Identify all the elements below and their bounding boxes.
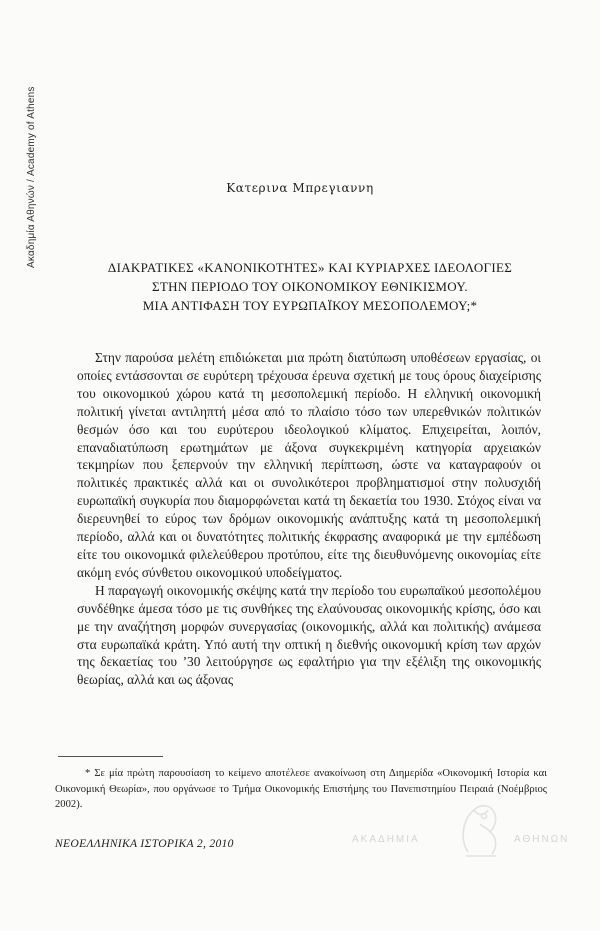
article-body [77, 349, 541, 689]
title-line: ΣΤΗΝ ΠΕΡΙΟΔΟ ΤΟΥ ΟΙΚΟΝΟΜΙΚΟΥ ΕΘΝΙΚΙΣΜΟΥ. [152, 279, 468, 294]
body-paragraph: Η παραγωγή οικονομικής σκέψης κατά την περίοδο του ευρωπαϊκού μεσοπολέμου συνδέθηκε άμεσα τόσο με τις συνθήκες της ελαύνουσας οικονομικής κρίσης, όσο και με την αναζήτηση μορφών συνεργασίας (οικονομικής, αλλά και πολιτικής) ανάμεσα στα ευρωπαϊκά κράτη. Υπό αυτή την οπτική η διεθνής οικονομική κρίση των αρχών της δεκαετίας του ’30 λειτούργησε ως εφαλτήριο για την εξέλιξη της οικονομικής θεωρίας, αλλά και ως άξονας [77, 582, 541, 688]
footnote-rule [58, 756, 163, 757]
body-paragraph: Στην παρούσα μελέτη επιδιώκεται μια πρώτη διατύπωση υποθέσεων εργασίας, οι οποίες εντάσσονται σε ευρύτερη τρέχουσα έρευνα σχετική με τους όρους διαχείρισης του οικονομικού χώρου κατά τη μεσοπολεμική περίοδο. Η ελληνική οικονομική πολιτική γίνεται αντιληπτή μέσα από το πλαίσιο τόσο των υπερεθνικών πολιτικών θεσμών όσο και του ευρύτερου ιδεολογικού κλίματος. Επιχειρείται, λοιπόν, επαναδιατύπωση ερωτημάτων με άξονα συγκεκριμένη κατηγορία αρχειακών τεκμηρίων που ξεπερνούν την ελληνική περίπτωση, ώστε να καταγραφούν οι πολιτικές πρακτικές αλλά και οι συνολικότεροι προβληματισμοί στην πολυσχιδή ευρωπαϊκή συγκυρία που διαμορφώνεται κατά τη δεκαετία του 1930. Στόχος είναι να διερευνηθεί το εύρος των δρόμων οικονομικής ανάπτυξης κατά τη μεσοπολεμική περίοδο, αλλά και οι δυνατότητες πολιτικής έκφρασης αναφορικά με την εμπέδωση είτε του οικονομικά φιλελεύθερου προτύπου, είτε της διευθυνόμενης οικονομίας είτε ακόμη ενός σύνθετου οικονομικού υποδείγματος. [77, 350, 541, 580]
author-name: Κατερινα Μπρεγιαννη [226, 181, 374, 195]
journal-footer: ΝΕΟΕΛΛΗΝΙΚΑ ΙΣΤΟΡΙΚΑ 2, 2010 [55, 837, 234, 850]
footnote: * Σε μία πρώτη παρουσίαση το κείμενο αποτέλεσε ανακοίνωση στη Διημερίδα «Οικονομική Ιστορία και Οικονομική Θεωρία», που οργάνωσε το Τμήμα Οικονομικής Επιστήμης του Πανεπιστημίου Πειραιά (Νοέμβριος 2002). [55, 768, 547, 811]
side-label: Ακαδημία Αθηνών / Academy of Athens [26, 86, 37, 268]
academy-seal-watermark [450, 794, 510, 864]
watermark-left: ΑΚΑΔΗΜΙΑ [352, 834, 420, 845]
title-line: ΜΙΑ ΑΝΤΙΦΑΣΗ ΤΟΥ ΕΥΡΩΠΑΪΚΟΥ ΜΕΣΟΠΟΛΕΜΟΥ;* [142, 298, 478, 313]
watermark-right: ΑΘΗΝΩΝ [514, 834, 570, 845]
title-line: ΔΙΑΚΡΑΤΙΚΕΣ «ΚΑΝΟΝΙΚΟΤΗΤΕΣ» ΚΑΙ ΚΥΡΙΑΡΧΕΣ ΙΔΕΟΛΟΓΙΕΣ [107, 260, 513, 275]
article-title [50, 258, 570, 315]
